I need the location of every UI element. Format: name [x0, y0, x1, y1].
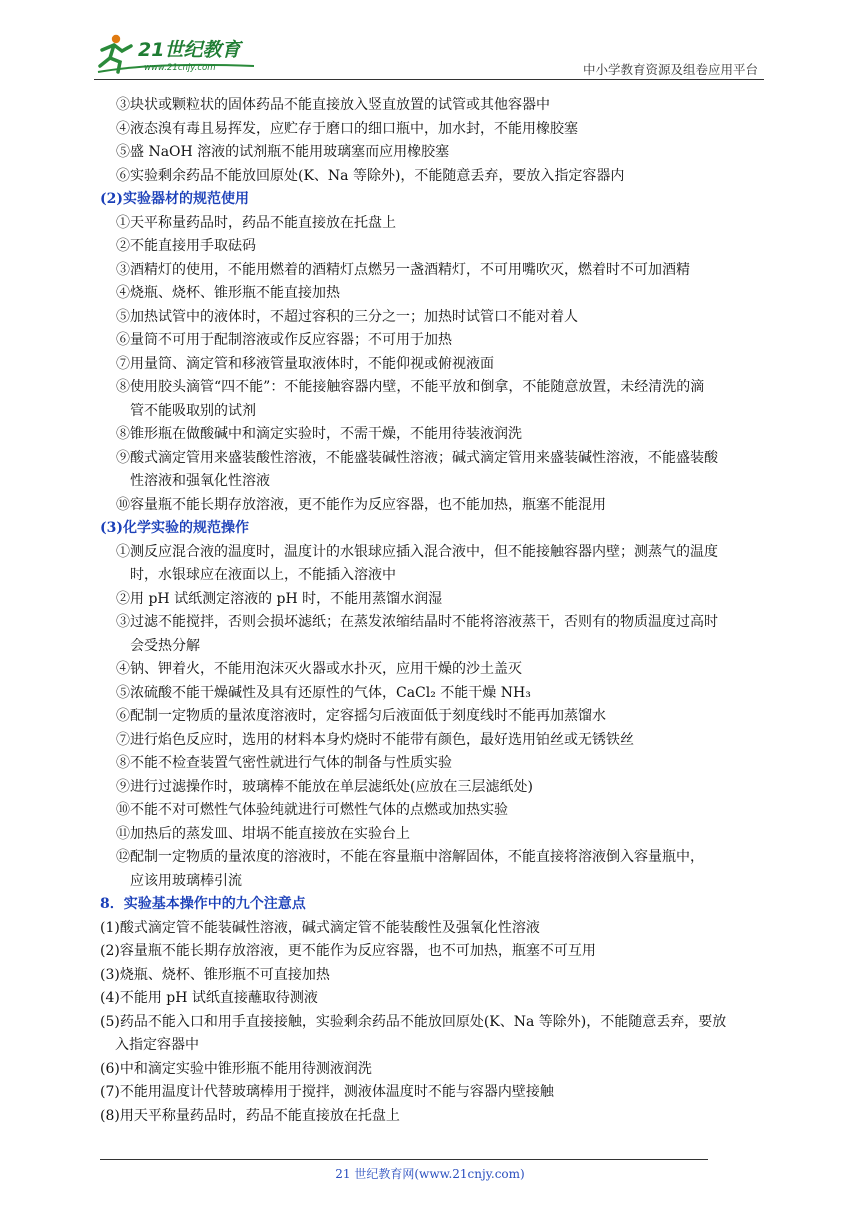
text-line-continuation: 性溶液和强氧化性溶液 [130, 473, 270, 489]
header-divider [94, 79, 764, 80]
text-line: ⑤盛 NaOH 溶液的试剂瓶不能用玻璃塞而应用橡胶塞 [116, 144, 450, 160]
page-footer: 21 世纪教育网(www.21cnjy.com) [335, 1167, 525, 1181]
text-line: (5)药品不能入口和用手直接接触，实验剩余药品不能放回原处(K、Na 等除外)，不能随意丢弃，要放 [100, 1013, 727, 1030]
text-line: (3)烧瓶、烧杯、锥形瓶不可直接加热 [100, 966, 330, 983]
text-line: ③酒精灯的使用，不能用燃着的酒精灯点燃另一盏酒精灯，不可用嘴吹灭，燃着时不可加酒精 [116, 261, 690, 278]
text-line-continuation: 应该用玻璃棒引流 [130, 872, 242, 889]
text-line: (4)不能用 pH 试纸直接蘸取待测液 [100, 990, 318, 1006]
text-line: ⑩容量瓶不能长期存放溶液，更不能作为反应容器，也不能加热，瓶塞不能混用 [116, 496, 606, 513]
text-line: (2)容量瓶不能长期存放溶液，更不能作为反应容器，也不可加热，瓶塞不可互用 [100, 943, 596, 959]
text-line: ⑧不能不检查装置气密性就进行气体的制备与性质实验 [116, 755, 452, 771]
text-line: (6)中和滴定实验中锥形瓶不能用待测液润洗 [100, 1060, 372, 1077]
section-heading: (3)化学实验的规范操作 [100, 520, 249, 536]
text-line: ⑨酸式滴定管用来盛装酸性溶液，不能盛装碱性溶液；碱式滴定管用来盛装碱性溶液，不能盛装酸 [116, 449, 718, 466]
text-line: ⑩不能不对可燃性气体验纯就进行可燃性气体的点燃或加热实验 [116, 802, 508, 818]
text-line: ⑤浓硫酸不能干燥碱性及具有还原性的气体，CaCl₂ 不能干燥 NH₃ [116, 684, 531, 701]
text-line: ⑥实验剩余药品不能放回原处(K、Na 等除外)，不能随意丢弃，要放入指定容器内 [116, 167, 625, 184]
runner-icon [100, 35, 131, 72]
text-line: ②用 pH 试纸测定溶液的 pH 时，不能用蒸馏水润湿 [116, 590, 443, 607]
text-line: ⑨进行过滤操作时，玻璃棒不能放在单层滤纸处(应放在三层滤纸处) [116, 778, 533, 795]
text-line: ⑤加热试管中的液体时，不超过容积的三分之一；加热时试管口不能对着人 [116, 308, 578, 325]
text-line: ⑦进行焰色反应时，选用的材料本身灼烧时不能带有颜色，最好选用铂丝或无锈铁丝 [116, 731, 634, 748]
text-line-continuation: 会受热分解 [130, 637, 200, 654]
text-line: ⑥量筒不可用于配制溶液或作反应容器；不可用于加热 [116, 332, 452, 348]
document-body [100, 94, 768, 1128]
section-heading: (2)实验器材的规范使用 [100, 191, 249, 207]
text-line-continuation: 入指定容器中 [115, 1037, 199, 1053]
text-line: ④液态溴有毒且易挥发，应贮存于磨口的细口瓶中，加水封，不能用橡胶塞 [116, 120, 578, 137]
text-line: ④烧瓶、烧杯、锥形瓶不能直接加热 [116, 285, 340, 301]
text-line: ⑦用量筒、滴定管和移液管量取液体时，不能仰视或俯视液面 [116, 355, 494, 372]
section-heading: 8．实验基本操作中的九个注意点 [100, 896, 306, 912]
text-line: (1)酸式滴定管不能装碱性溶液，碱式滴定管不能装酸性及强氧化性溶液 [100, 919, 540, 936]
text-line: ⑥配制一定物质的量浓度溶液时，定容摇匀后液面低于刻度线时不能再加蒸馏水 [116, 708, 606, 724]
page-header [94, 28, 764, 80]
text-line: (8)用天平称量药品时，药品不能直接放在托盘上 [100, 1107, 400, 1124]
footer-divider [100, 1159, 708, 1160]
text-line: ⑧使用胶头滴管“四不能”：不能接触容器内壁，不能平放和倒拿，不能随意放置，未经清洗的滴 [116, 379, 705, 395]
logo [94, 32, 264, 76]
text-line: ⑫配制一定物质的量浓度的溶液时，不能在容量瓶中溶解固体，不能直接将溶液倒入容量瓶中， [116, 849, 704, 865]
text-line: ②不能直接用手取砝码 [116, 238, 256, 254]
text-line: ⑪加热后的蒸发皿、坩埚不能直接放在实验台上 [116, 825, 410, 842]
text-line: ③块状或颗粒状的固体药品不能直接放入竖直放置的试管或其他容器中 [116, 97, 550, 113]
text-line-continuation: 管不能吸取别的试剂 [130, 402, 256, 419]
svg-text:www.21cnjy.com: www.21cnjy.com [144, 63, 216, 73]
svg-text:21世纪教育: 21世纪教育 [138, 39, 241, 61]
text-line: ③过滤不能搅拌，否则会损坏滤纸；在蒸发浓缩结晶时不能将溶液蒸干，否则有的物质温度过高时 [116, 614, 718, 630]
text-line: ④钠、钾着火，不能用泡沫灭火器或水扑灭，应用干燥的沙土盖灭 [116, 661, 522, 677]
platform-name: 中小学教育资源及组卷应用平台 [582, 62, 758, 77]
text-line: ①测反应混合液的温度时，温度计的水银球应插入混合液中，但不能接触容器内壁；测蒸气的温度 [116, 543, 718, 560]
text-line-continuation: 时，水银球应在液面以上，不能插入溶液中 [130, 567, 396, 583]
text-line: ①天平称量药品时，药品不能直接放在托盘上 [116, 214, 396, 231]
text-line: ⑧锥形瓶在做酸碱中和滴定实验时，不需干燥，不能用待装液润洗 [116, 426, 522, 442]
text-line: (7)不能用温度计代替玻璃棒用于搅拌，测液体温度时不能与容器内壁接触 [100, 1084, 554, 1100]
